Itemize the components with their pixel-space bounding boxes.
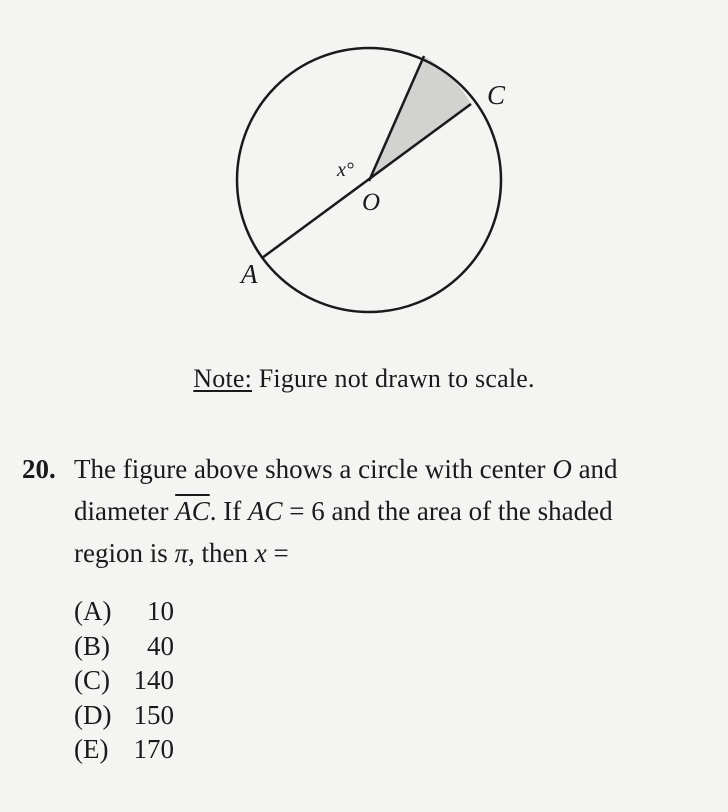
- choice-b[interactable]: [74, 629, 174, 664]
- choice-d[interactable]: [74, 698, 174, 733]
- question-text-1b: and: [578, 454, 618, 484]
- diameter-symbol: $\overline{AC}$: [175, 496, 210, 526]
- label-c: C: [487, 80, 506, 110]
- answer-choices: [74, 594, 174, 767]
- question-line-1: [74, 448, 722, 490]
- question-text-1a: The figure above shows a circle with center: [74, 454, 546, 484]
- label-a: A: [241, 259, 258, 289]
- choice-value: 10: [147, 596, 174, 626]
- equation-rhs: = 6: [289, 496, 325, 526]
- question-text-2c: and the area of the shaded: [331, 496, 613, 526]
- question-line-3: [74, 532, 722, 574]
- choice-value: 140: [133, 665, 174, 695]
- pi-symbol: π: [174, 538, 189, 568]
- question-body: [74, 448, 722, 574]
- choice-c[interactable]: [74, 663, 174, 698]
- question-number: 20.: [22, 454, 56, 484]
- choice-value: 150: [133, 699, 174, 730]
- question-text-3b: , then: [188, 538, 249, 568]
- note-label: Note:: [193, 364, 253, 393]
- circle-figure: [0, 0, 728, 340]
- choice-letter: (E): [74, 734, 109, 764]
- shaded-sector: [369, 56, 471, 181]
- choice-letter: (B): [74, 630, 110, 661]
- choice-value: 40: [147, 630, 174, 661]
- question-text-2b: . If: [209, 496, 242, 526]
- choice-letter: (A): [74, 596, 112, 626]
- choice-e[interactable]: [74, 732, 174, 767]
- equation-lhs: AC: [247, 496, 283, 526]
- choice-letter: (D): [74, 699, 112, 730]
- label-o: O: [362, 189, 381, 216]
- figure-note: [0, 364, 728, 394]
- question-text-3a: region is: [74, 538, 168, 568]
- choice-value: 170: [133, 734, 174, 764]
- variable-x: x: [254, 538, 267, 568]
- note-text: Figure not drawn to scale.: [258, 364, 535, 393]
- question: [22, 448, 722, 574]
- question-text-2a: diameter: [74, 496, 169, 526]
- label-x: x°: [337, 159, 354, 181]
- diameter-ac: [262, 104, 471, 258]
- choice-a[interactable]: [74, 594, 174, 629]
- choice-letter: (C): [74, 665, 110, 695]
- question-line-2: [74, 490, 722, 532]
- center-symbol: O: [552, 454, 572, 484]
- question-text-3c: =: [273, 538, 289, 568]
